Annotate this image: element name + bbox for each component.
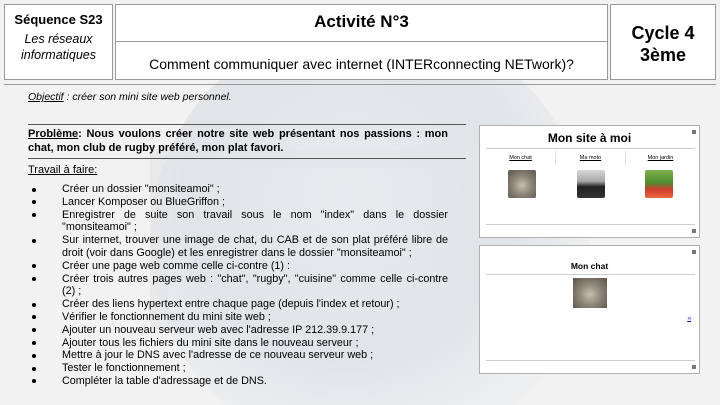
problem-statement	[28, 127, 448, 155]
activity-box	[115, 4, 608, 80]
cat-image	[508, 170, 536, 198]
homepage-footer-divider	[486, 224, 695, 225]
nav-link-moto[interactable]: Ma moto	[556, 151, 626, 165]
chat-page-screenshot	[479, 245, 700, 374]
list-item: Tester le fonctionnement ;	[28, 362, 448, 375]
list-item: Compléter la table d'adressage et de DNS.	[28, 375, 448, 388]
chat-page-title: Mon chat	[570, 261, 609, 271]
objective-text: : créer son mini site web personnel.	[63, 91, 232, 103]
chat-page-footer-divider	[486, 360, 695, 361]
list-item: Enregistrer de suite son travail sous le nom "index" dans le dossier "monsiteamoi" ;	[28, 209, 448, 235]
list-item: Créer une page web comme celle ci-contre (1) :	[28, 260, 448, 273]
problem-label: Problème	[28, 128, 79, 140]
problem-top-rule	[28, 124, 466, 125]
title-divider	[116, 41, 607, 42]
tasks-heading: Travail à faire:	[28, 164, 98, 176]
list-item: Ajouter un nouveau serveur web avec l'adresse IP 212.39.9.177 ;	[28, 324, 448, 337]
chat-page-divider	[486, 274, 695, 275]
objective-label: Objectif	[28, 91, 64, 103]
sequence-subtitle: Les réseaux informatiques	[20, 32, 97, 62]
list-item: Lancer Komposer ou BlueGriffon ;	[28, 196, 448, 209]
problem-bottom-rule	[28, 158, 466, 159]
back-link-icon[interactable]: ⟲	[687, 316, 691, 321]
activity-title: Activité N°3	[314, 12, 409, 31]
list-item: Créer des liens hypertext entre chaque page (depuis l'index et retour) ;	[28, 298, 448, 311]
cycle-label: Cycle 4 3ème	[631, 23, 695, 65]
cycle-box	[610, 4, 716, 80]
scroll-up-icon[interactable]	[692, 130, 696, 134]
nav-link-jardin[interactable]: Mon jardin	[647, 155, 674, 161]
cat-photo	[573, 278, 607, 308]
scroll-down-icon[interactable]	[692, 229, 696, 233]
list-item: Sur internet, trouver une image de chat, du CAB et de son plat préféré libre de droit (voir dans Google) et les enregistrer dans le dossier "monsiteamoi" ;	[28, 234, 448, 260]
problem-text: : Nous voulons créer notre site web présentant nos passions : mon chat, mon club de rugby préféré, mon plat favori.	[28, 128, 448, 154]
list-item: Créer trois autres pages web : "chat", "rugby", "cuisine" comme celle ci-contre (2) ;	[28, 273, 448, 299]
motorcycle-image	[577, 170, 605, 198]
activity-question: Comment communiquer avec internet (INTERconnecting NETwork)?	[149, 56, 574, 72]
list-item: Créer un dossier "monsiteamoi" ;	[28, 183, 448, 196]
garden-image	[645, 170, 673, 198]
list-item: Mettre à jour le DNS avec l'adresse de ce nouveau serveur web ;	[28, 349, 448, 362]
scroll-down-icon[interactable]	[692, 365, 696, 369]
objective	[28, 91, 232, 103]
homepage-title: Mon site à moi	[547, 131, 632, 145]
homepage-divider	[486, 148, 695, 149]
header	[0, 0, 720, 82]
list-item: Ajouter tous les fichiers du mini site dans le nouveau serveur ;	[28, 337, 448, 350]
sequence-title: Séquence S23	[14, 12, 103, 27]
task-list	[28, 183, 448, 388]
homepage-screenshot	[479, 125, 700, 238]
scroll-up-icon[interactable]	[692, 250, 696, 254]
list-item: Vérifier le fonctionnement du mini site web ;	[28, 311, 448, 324]
sequence-box	[4, 4, 113, 80]
homepage-nav	[486, 151, 695, 165]
nav-link-chat[interactable]: Mon chat	[486, 151, 556, 165]
